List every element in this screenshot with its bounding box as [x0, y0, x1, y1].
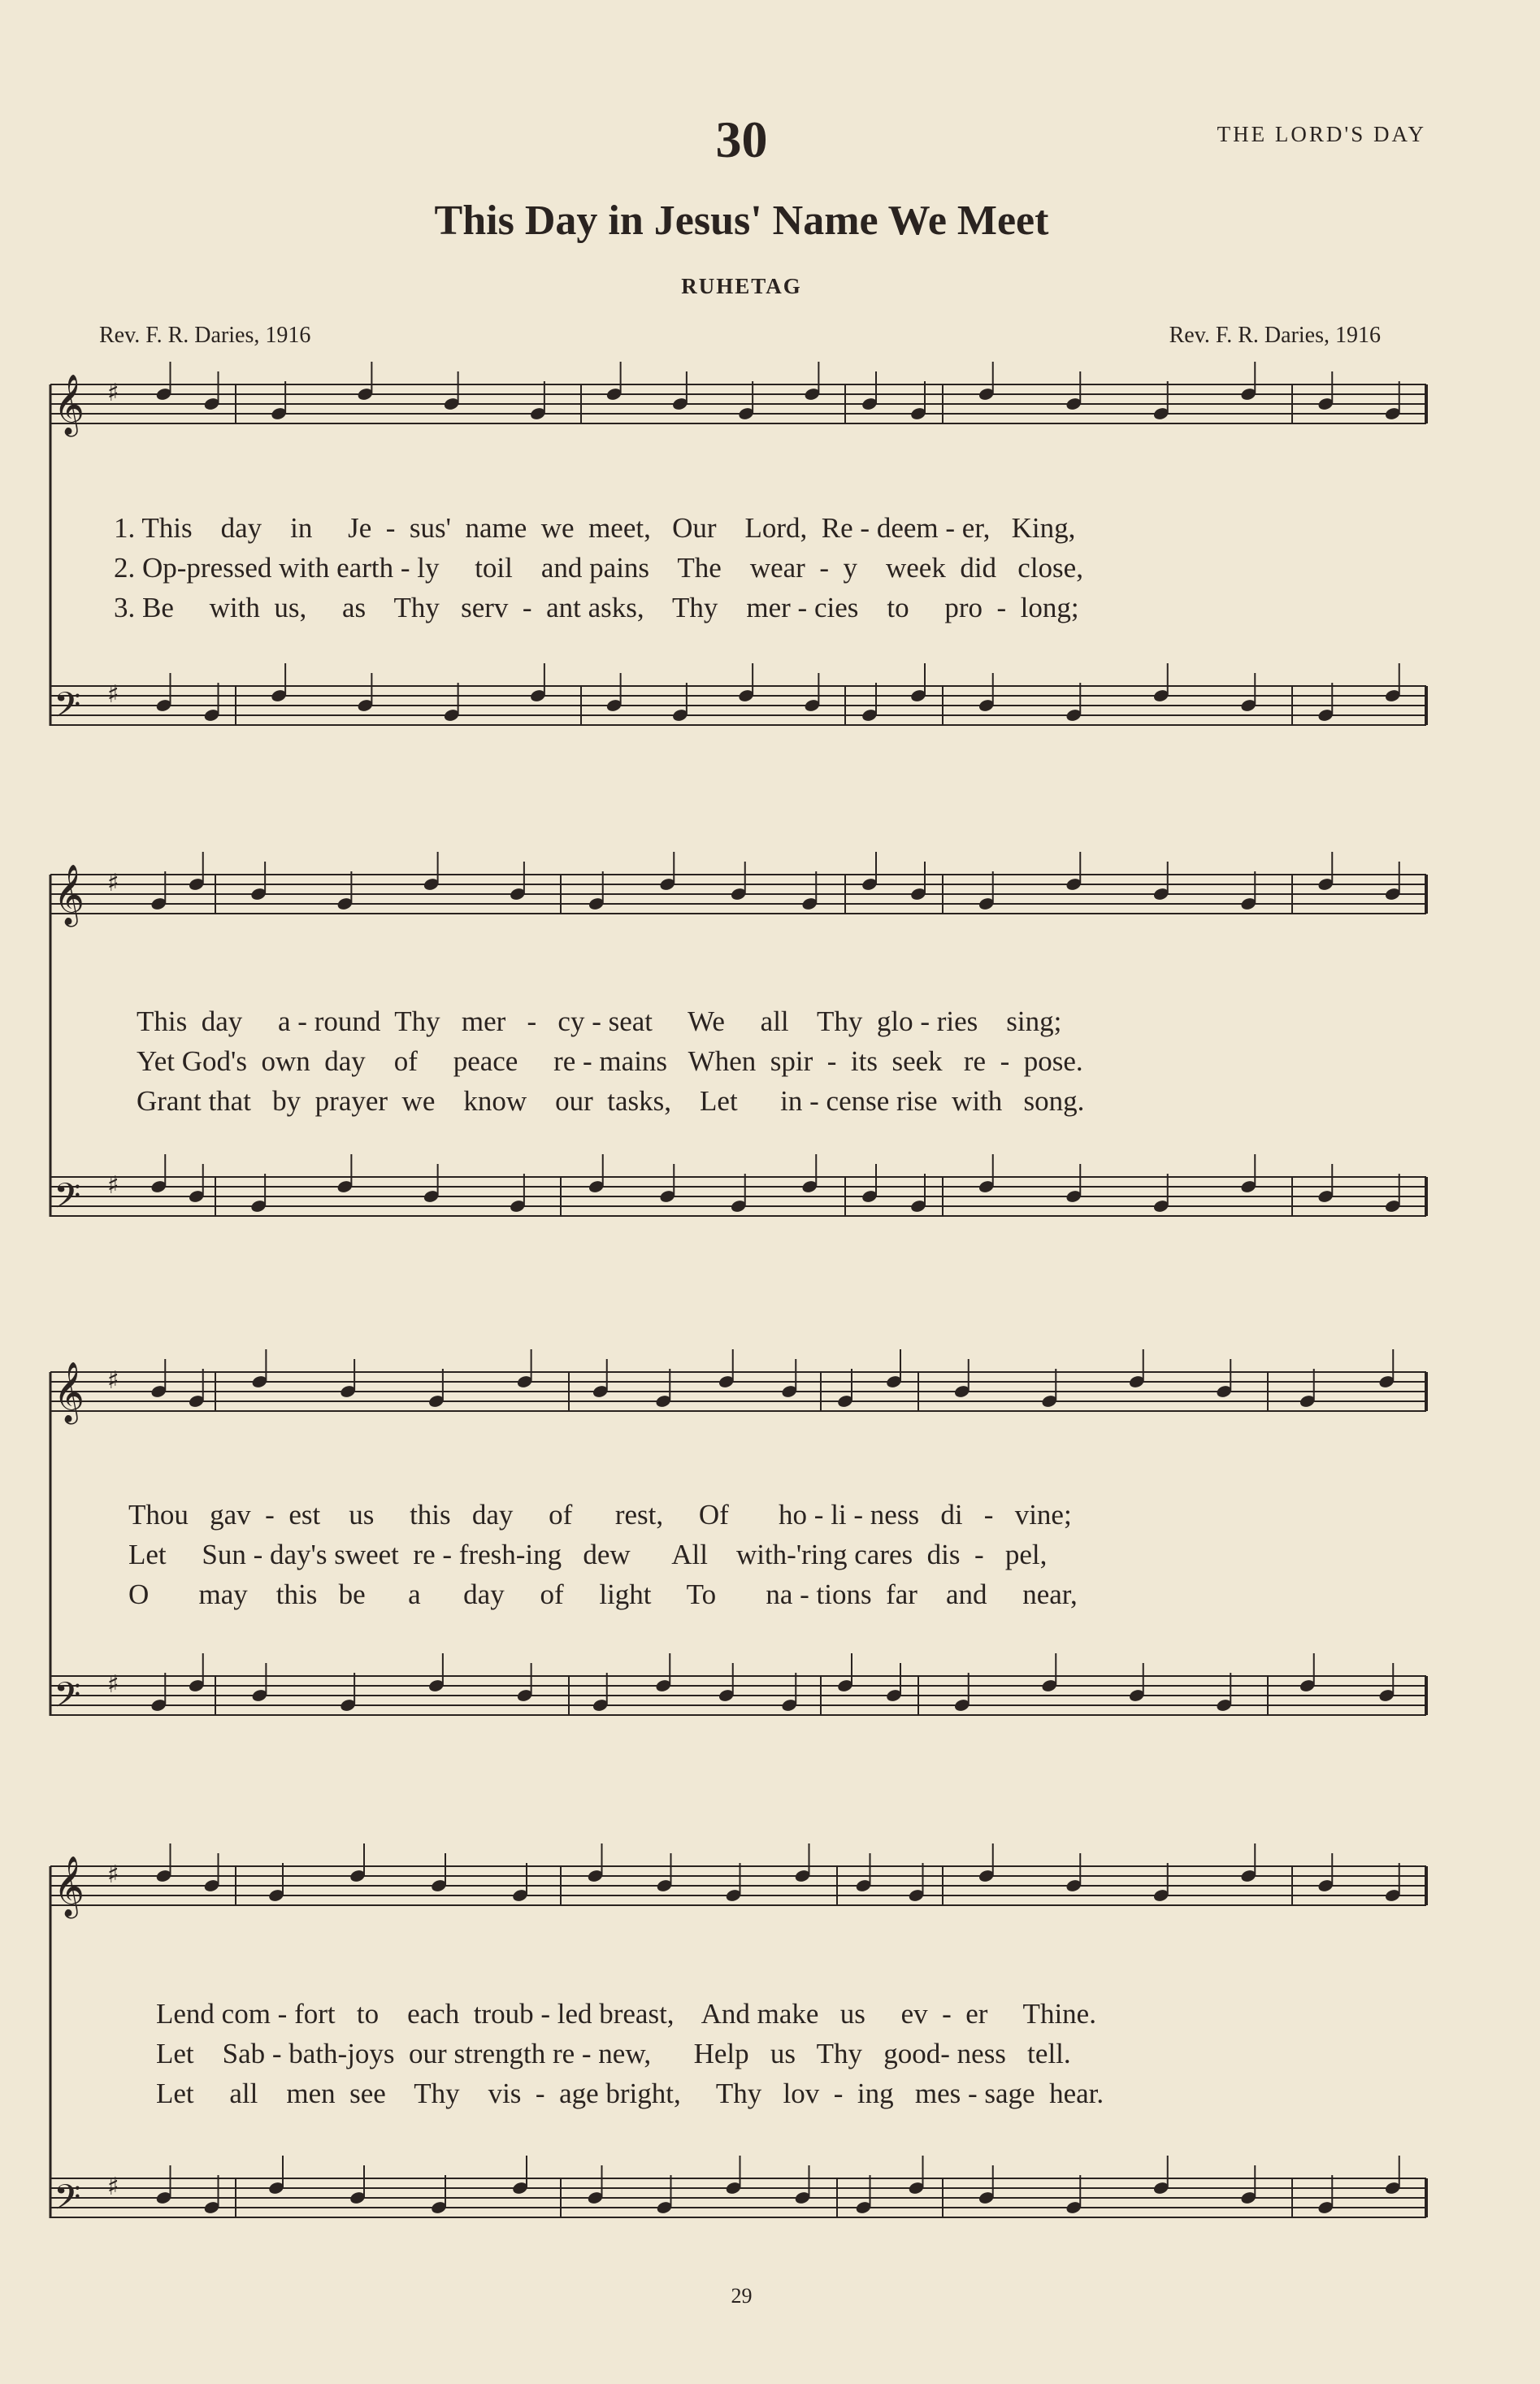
tune-name: RUHETAG — [681, 274, 802, 298]
sharp-icon: ♯ — [107, 680, 119, 709]
lyric-line: This day a - round Thy mer - cy - seat We all Thy glo - ries sing; — [137, 1005, 1062, 1037]
words-credit: Rev. F. R. Daries, 1916 — [99, 323, 311, 348]
hymn-number: 30 — [715, 111, 768, 168]
lyric-line: Let Sab - bath-joys our strength re - new, Help us Thy good- ness tell. — [156, 2038, 1071, 2069]
lyric-line: Lend com - fort to each troub - led breast, And make us ev - er Thine. — [156, 1998, 1096, 2030]
lyric-line: O may this be a day of light To na - tions far and near, — [128, 1578, 1078, 1610]
page-number: 29 — [731, 2284, 753, 2308]
section-heading: THE LORD'S DAY — [1217, 122, 1426, 146]
music-credit: Rev. F. R. Daries, 1916 — [1169, 323, 1381, 348]
bass-clef-icon: 𝄢 — [54, 2178, 81, 2226]
lyric-line: Let Sun - day's sweet re - fresh-ing dew All with-'ring cares dis - pel, — [128, 1539, 1048, 1570]
lyric-line: 3. Be with us, as Thy serv - ant asks, Thy mer - cies to pro - long; — [114, 592, 1079, 623]
lyric-line: Grant that by prayer we know our tasks, Let in - cense rise with song. — [137, 1085, 1085, 1117]
treble-clef-icon: 𝄞 — [54, 1856, 85, 1917]
sharp-icon: ♯ — [107, 2173, 119, 2201]
sharp-icon: ♯ — [107, 1366, 119, 1395]
sharp-icon: ♯ — [107, 1670, 119, 1699]
bass-clef-icon: 𝄢 — [54, 1176, 81, 1225]
lyric-line: Thou gav - est us this day of rest, Of ho - li - ness di - vine; — [128, 1499, 1072, 1531]
treble-clef-icon: 𝄞 — [54, 865, 85, 925]
bass-clef-icon: 𝄢 — [54, 1675, 81, 1724]
lyric-line: 1. This day in Je - sus' name we meet, Our Lord, Re - deem - er, King, — [114, 512, 1076, 544]
lyric-line: Let all men see Thy vis - age bright, Thy lov - ing mes - sage hear. — [156, 2078, 1104, 2109]
lyric-line: 2. Op-pressed with earth - ly toil and pains The wear - y week did close, — [114, 552, 1083, 584]
treble-clef-icon: 𝄞 — [54, 1362, 85, 1422]
hymn-title: This Day in Jesus' Name We Meet — [434, 198, 1049, 244]
sharp-icon: ♯ — [107, 869, 119, 897]
bass-clef-icon: 𝄢 — [54, 685, 81, 734]
lyric-line: Yet God's own day of peace re - mains When spir - its seek re - pose. — [137, 1045, 1083, 1077]
sharp-icon: ♯ — [107, 1171, 119, 1200]
sharp-icon: ♯ — [107, 379, 119, 407]
sharp-icon: ♯ — [107, 1861, 119, 1889]
treble-clef-icon: 𝄞 — [54, 375, 85, 435]
